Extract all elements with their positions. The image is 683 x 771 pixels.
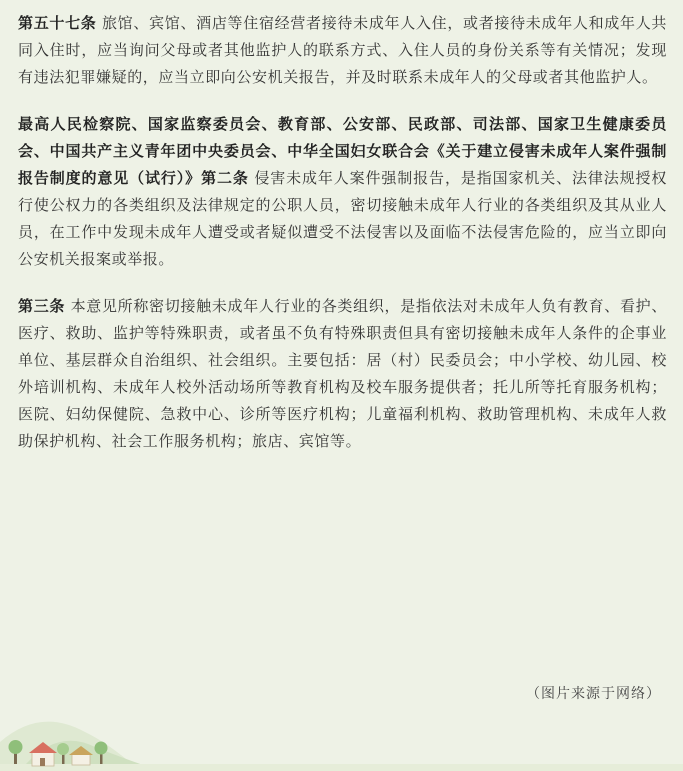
opinion-article-2-paragraph <box>18 111 667 273</box>
opinion-article-3-body: 本意见所称密切接触未成年人行业的各类组织，是指依法对未成年人负有教育、看护、医疗、救助、监护等特殊职责，或者虽不负有特殊职责但具有密切接触未成年人条件的企事业单位、基层群众自治组织、社会组织。主要包括：居（村）民委员会；中小学校、幼儿园、校外培训机构、未成年人校外活动场所等教育机构及校车服务提供者；托儿所等托育服务机构；医院、妇幼保健院、急救中心、诊所等医疗机构；儿童福利机构、救助管理机构、未成年人救助保护机构、社会工作服务机构；旅店、宾馆等。 <box>18 297 667 450</box>
opinion-article-3-paragraph <box>18 293 667 455</box>
article-57-paragraph <box>18 10 667 91</box>
opinion-article-2-heading: 最高人民检察院、国家监察委员会、教育部、公安部、民政部、司法部、国家卫生健康委员会、中国共产主义青年团中央委员会、中华全国妇女联合会《关于建立侵害未成年人案件强制报告制度的意见（试行）》第二条 <box>18 115 667 187</box>
landscape-illustration <box>0 702 683 771</box>
article-57-body: 旅馆、宾馆、酒店等住宿经营者接待未成年人入住，或者接待未成年人和成年人共同入住时，应当询问父母或者其他监护人的联系方式、入住人员的身份关系等有关情况；发现有违法犯罪嫌疑的，应当立即向公安机关报告，并及时联系未成年人的父母或者其他监护人。 <box>18 14 667 86</box>
opinion-article-2-body: 侵害未成年人案件强制报告，是指国家机关、法律法规授权行使公权力的各类组织及法律规定的公职人员，密切接触未成年人行业的各类组织及其从业人员，在工作中发现未成年人遭受或者疑似遭受不法侵害以及面临不法侵害危险的，应当立即向公安机关报案或举报。 <box>18 169 667 268</box>
ground-strip <box>0 764 683 771</box>
opinion-article-3-heading: 第三条 <box>18 297 66 315</box>
article-57-heading: 第五十七条 <box>18 14 97 32</box>
image-source-note: （图片来源于网络） <box>526 686 661 702</box>
